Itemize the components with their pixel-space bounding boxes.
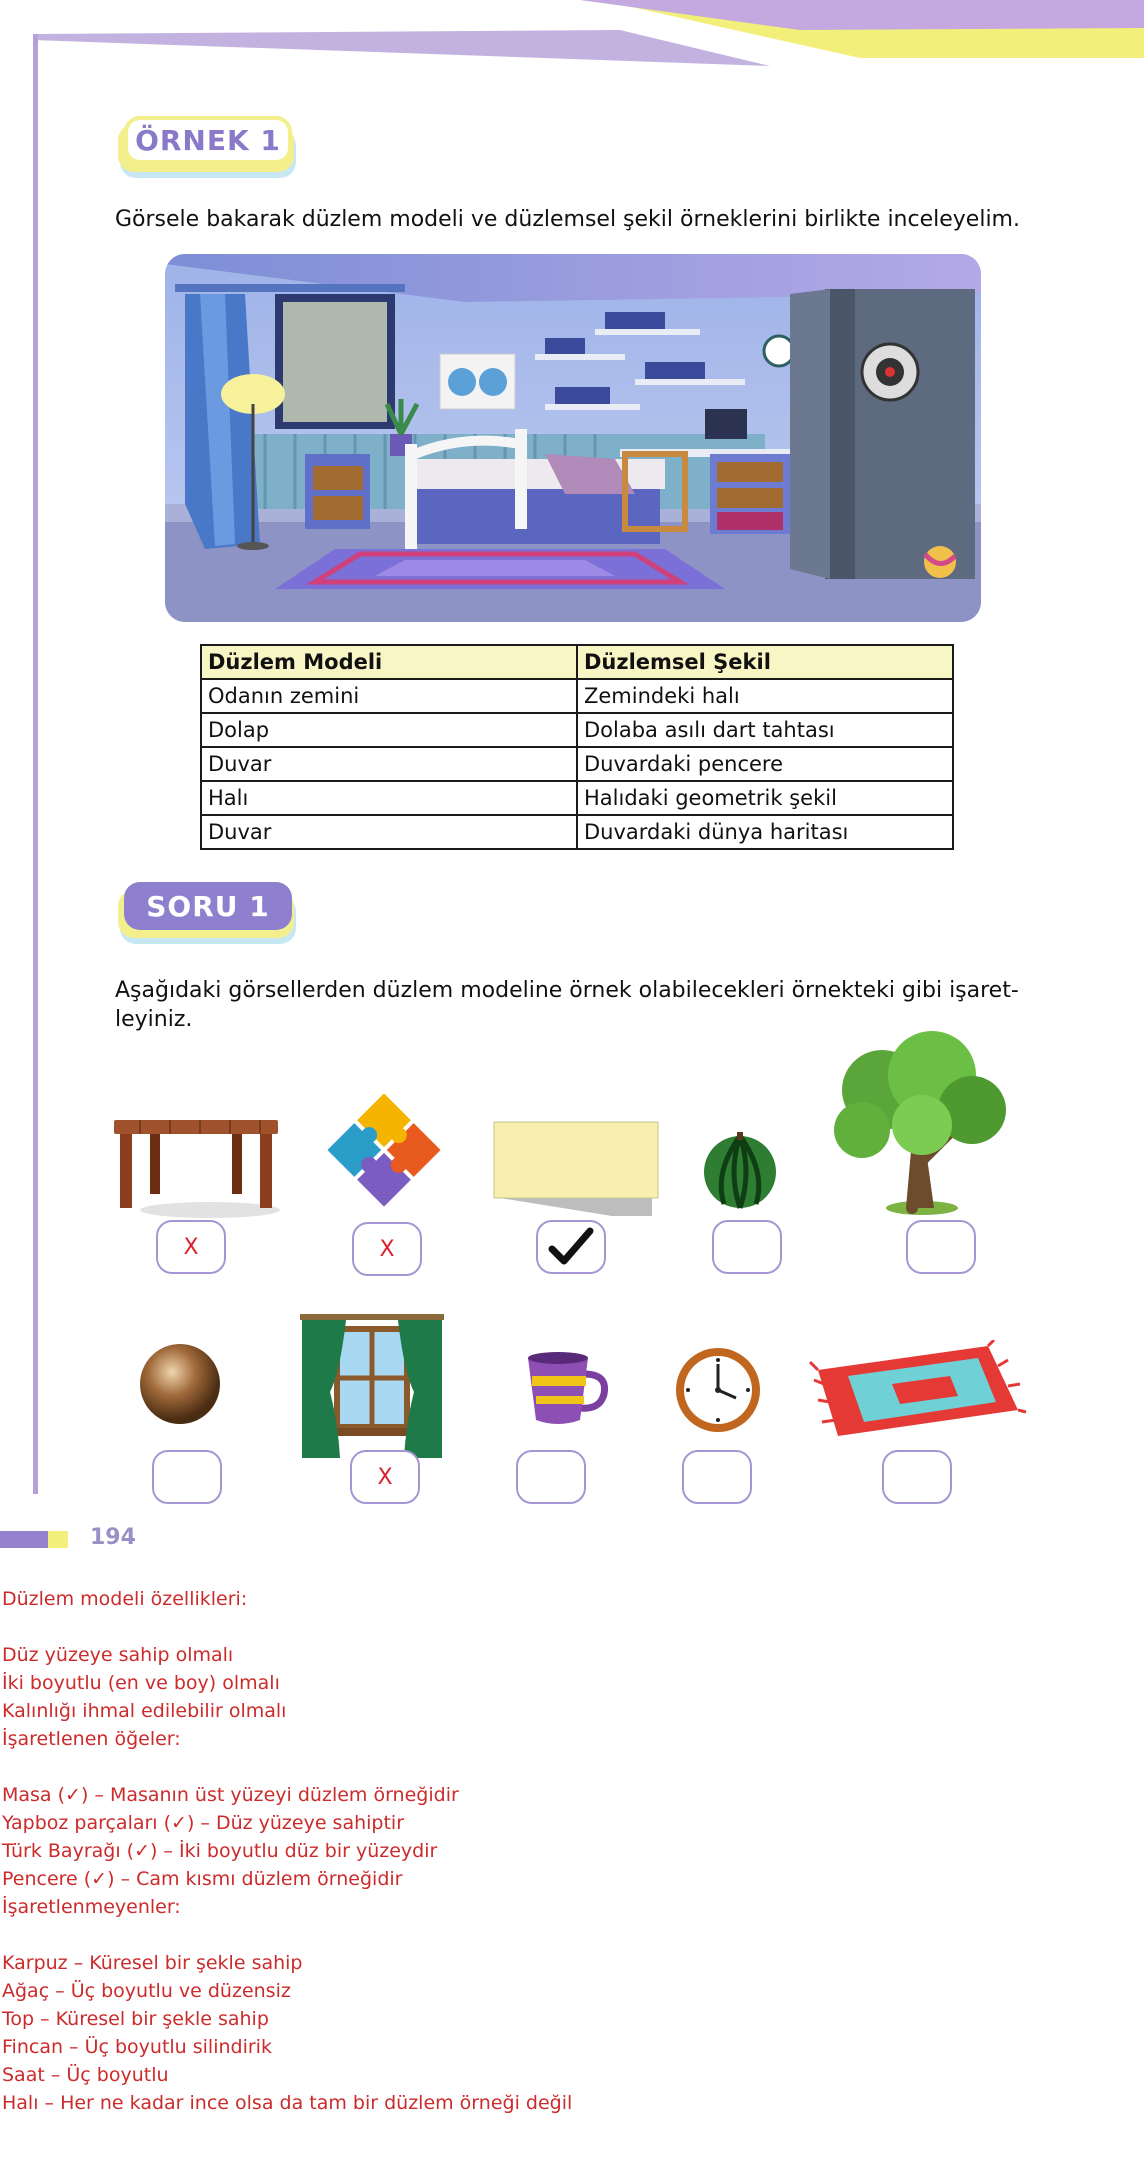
checkbox-table[interactable]: [156, 1220, 226, 1274]
example-badge: [118, 116, 296, 172]
left-border-line: [33, 34, 38, 1494]
table-cell: Duvar: [201, 747, 577, 781]
checkbox-flag[interactable]: [536, 1220, 606, 1274]
question-text: Aşağıdaki görsellerden düzlem modeline örnek olabilecekleri örnekteki gibi işaret-leyiniz.: [115, 978, 1019, 1032]
answer-heading: Düzlem modeli özellikleri:: [2, 1588, 248, 1610]
x-mark: X: [377, 1464, 393, 1490]
cup-icon: [524, 1350, 610, 1432]
watermelon-icon: [700, 1130, 780, 1210]
answer-line: Masa (✓) – Masanın üst yüzeyi düzlem örneğidir: [2, 1784, 459, 1806]
table-row: [201, 679, 953, 713]
x-mark: X: [183, 1234, 199, 1260]
carpet-icon: [808, 1340, 1028, 1440]
answer-line: Pencere (✓) – Cam kısmı düzlem örneğidir: [2, 1868, 403, 1890]
answer-line: Karpuz – Küresel bir şekle sahip: [2, 1952, 303, 1974]
top-decoration: [0, 0, 1144, 70]
checkbox-carpet[interactable]: [882, 1450, 952, 1504]
checkbox-clock[interactable]: [682, 1450, 752, 1504]
table-cell: Halıdaki geometrik şekil: [577, 781, 953, 815]
answer-line: Top – Küresel bir şekle sahip: [2, 2008, 269, 2030]
room-illustration: [165, 254, 981, 622]
table-row: [201, 713, 953, 747]
example-table: [200, 644, 954, 850]
table-row: [201, 781, 953, 815]
checkbox-puzzle[interactable]: [352, 1222, 422, 1276]
table-cell: Odanın zemini: [201, 679, 577, 713]
answer-line: Türk Bayrağı (✓) – İki boyutlu düz bir yüzeydir: [2, 1840, 438, 1862]
clock-icon: [674, 1346, 762, 1434]
table-cell: Duvardaki dünya haritası: [577, 815, 953, 849]
table-header-cell: Düzlemsel Şekil: [577, 645, 953, 679]
checkbox-watermelon[interactable]: [712, 1220, 782, 1274]
checkbox-window[interactable]: [350, 1450, 420, 1504]
answer-line: Ağaç – Üç boyutlu ve düzensiz: [2, 1980, 291, 2002]
puzzle-icon: [318, 1084, 450, 1216]
table-cell: Duvardaki pencere: [577, 747, 953, 781]
question-badge: [118, 882, 296, 938]
example-intro-text: Görsele bakarak düzlem modeli ve düzlemsel şekil örneklerini birlikte inceleyelim.: [115, 207, 1020, 232]
checkbox-ball[interactable]: [152, 1450, 222, 1504]
answer-line: Kalınlığı ihmal edilebilir olmalı: [2, 1700, 287, 1722]
question-badge-label: SORU 1: [124, 882, 292, 930]
table-header-cell: Düzlem Modeli: [201, 645, 577, 679]
answer-line: İki boyutlu (en ve boy) olmalı: [2, 1672, 280, 1694]
flag-icon: [492, 1120, 660, 1218]
ball-icon: [138, 1342, 222, 1426]
checkbox-tree[interactable]: [906, 1220, 976, 1274]
window-icon: [300, 1312, 444, 1458]
answer-line: Halı – Her ne kadar ince olsa da tam bir düzlem örneği değil: [2, 2092, 573, 2114]
page-number-bar: [48, 1531, 68, 1548]
answer-heading: İşaretlenen öğeler:: [2, 1728, 181, 1750]
page-number: 194: [90, 1525, 136, 1550]
tree-icon: [822, 1030, 1012, 1216]
answer-line: Düz yüzeye sahip olmalı: [2, 1644, 234, 1666]
page-number-bar: [0, 1531, 48, 1548]
table-cell: Duvar: [201, 815, 577, 849]
checkbox-cup[interactable]: [516, 1450, 586, 1504]
table-cell: Dolaba asılı dart tahtası: [577, 713, 953, 747]
table-icon: [110, 1110, 282, 1220]
answer-line: Yapboz parçaları (✓) – Düz yüzeye sahiptir: [2, 1812, 405, 1834]
example-badge-label: ÖRNEK 1: [124, 116, 292, 164]
answer-line: Saat – Üç boyutlu: [2, 2064, 169, 2086]
check-mark-icon: [548, 1227, 594, 1267]
answer-notes: [2, 1585, 1132, 2117]
table-row: [201, 747, 953, 781]
table-cell: Halı: [201, 781, 577, 815]
table-cell: Dolap: [201, 713, 577, 747]
table-header-row: [201, 645, 953, 679]
answer-heading: İşaretlenmeyenler:: [2, 1896, 181, 1918]
answer-line: Fincan – Üç boyutlu silindirik: [2, 2036, 272, 2058]
table-cell: Zemindeki halı: [577, 679, 953, 713]
table-row: [201, 815, 953, 849]
x-mark: X: [379, 1236, 395, 1262]
